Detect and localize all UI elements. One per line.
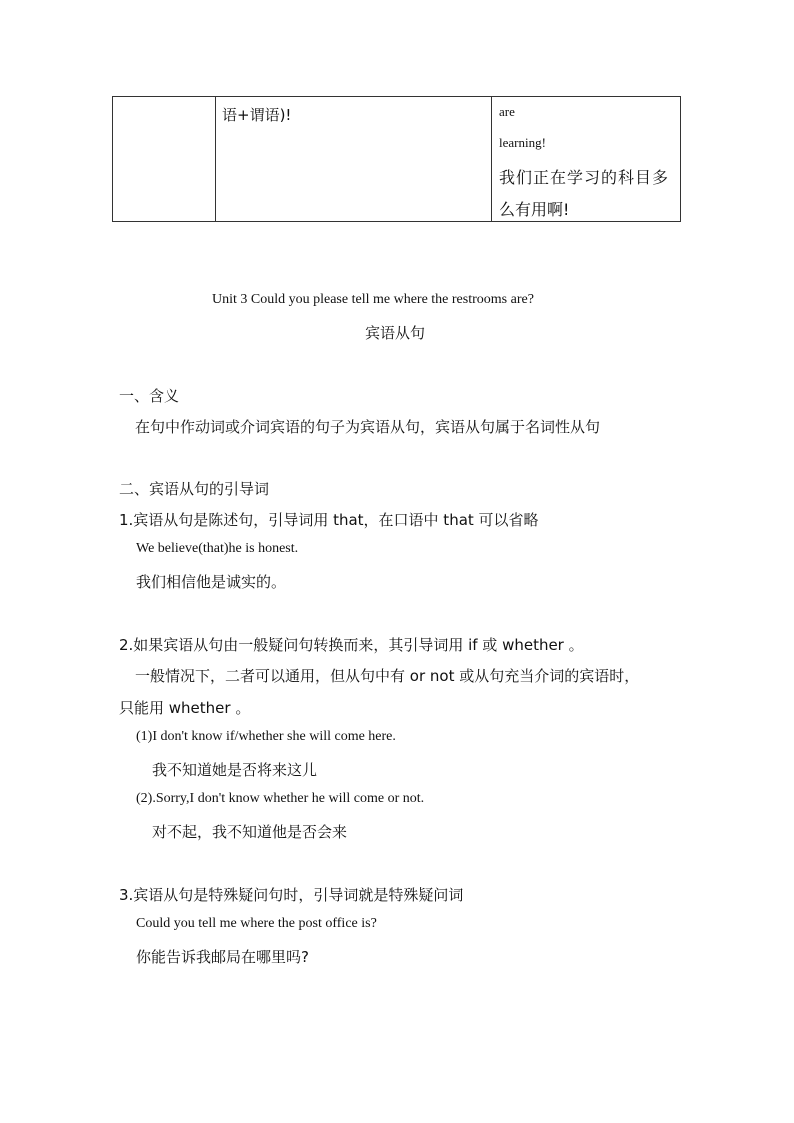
point1-text: 1.宾语从句是陈述句，引导词用 that，在口语中 that 可以省略	[119, 511, 539, 529]
table-cell-right-zh1: 我们正在学习的科目多	[499, 168, 670, 187]
point3-text: 3.宾语从句是特殊疑问句时，引导词就是特殊疑问词	[119, 886, 464, 904]
point2-note-line2: 只能用 whether 。	[119, 699, 251, 717]
continued-table	[112, 96, 681, 222]
section2-heading: 二、宾语从句的引导词	[119, 480, 270, 498]
point3-example-zh: 你能告诉我邮局在哪里吗?	[136, 948, 309, 966]
point2-example1-en: (1)I don't know if/whether she will come here.	[136, 729, 396, 744]
point2-text: 2.如果宾语从句由一般疑问句转换而来，其引导词用 if 或 whether 。	[119, 636, 584, 654]
page-subtitle: 宾语从句	[365, 324, 426, 342]
point2-example2-zh: 对不起，我不知道他是否会来	[152, 823, 348, 841]
table-divider	[215, 97, 216, 221]
point2-example1-zh: 我不知道她是否将来这儿	[152, 761, 318, 779]
table-cell-right-en1: are	[499, 104, 515, 119]
unit-title: Unit 3 Could you please tell me where the restrooms are?	[212, 292, 534, 307]
point2-example2-en: (2).Sorry,I don't know whether he will come or not.	[136, 791, 425, 806]
table-cell-right-en2: learning!	[499, 135, 546, 150]
point1-example-zh: 我们相信他是诚实的。	[136, 573, 287, 591]
point1-example-en: We believe(that)he is honest.	[136, 541, 299, 556]
point2-note-line1: 一般情况下，二者可以通用，但从句中有 or not 或从句充当介词的宾语时，	[135, 667, 640, 685]
section1-body: 在句中作动词或介词宾语的句子为宾语从句，宾语从句属于名词性从句	[135, 418, 601, 436]
point3-example-en: Could you tell me where the post office is?	[136, 916, 377, 931]
table-cell-right-zh2: 么有用啊!	[499, 200, 570, 219]
section1-heading: 一、含义	[119, 387, 180, 405]
table-cell-middle: 语+谓语)!	[222, 106, 292, 124]
table-divider	[491, 97, 492, 221]
